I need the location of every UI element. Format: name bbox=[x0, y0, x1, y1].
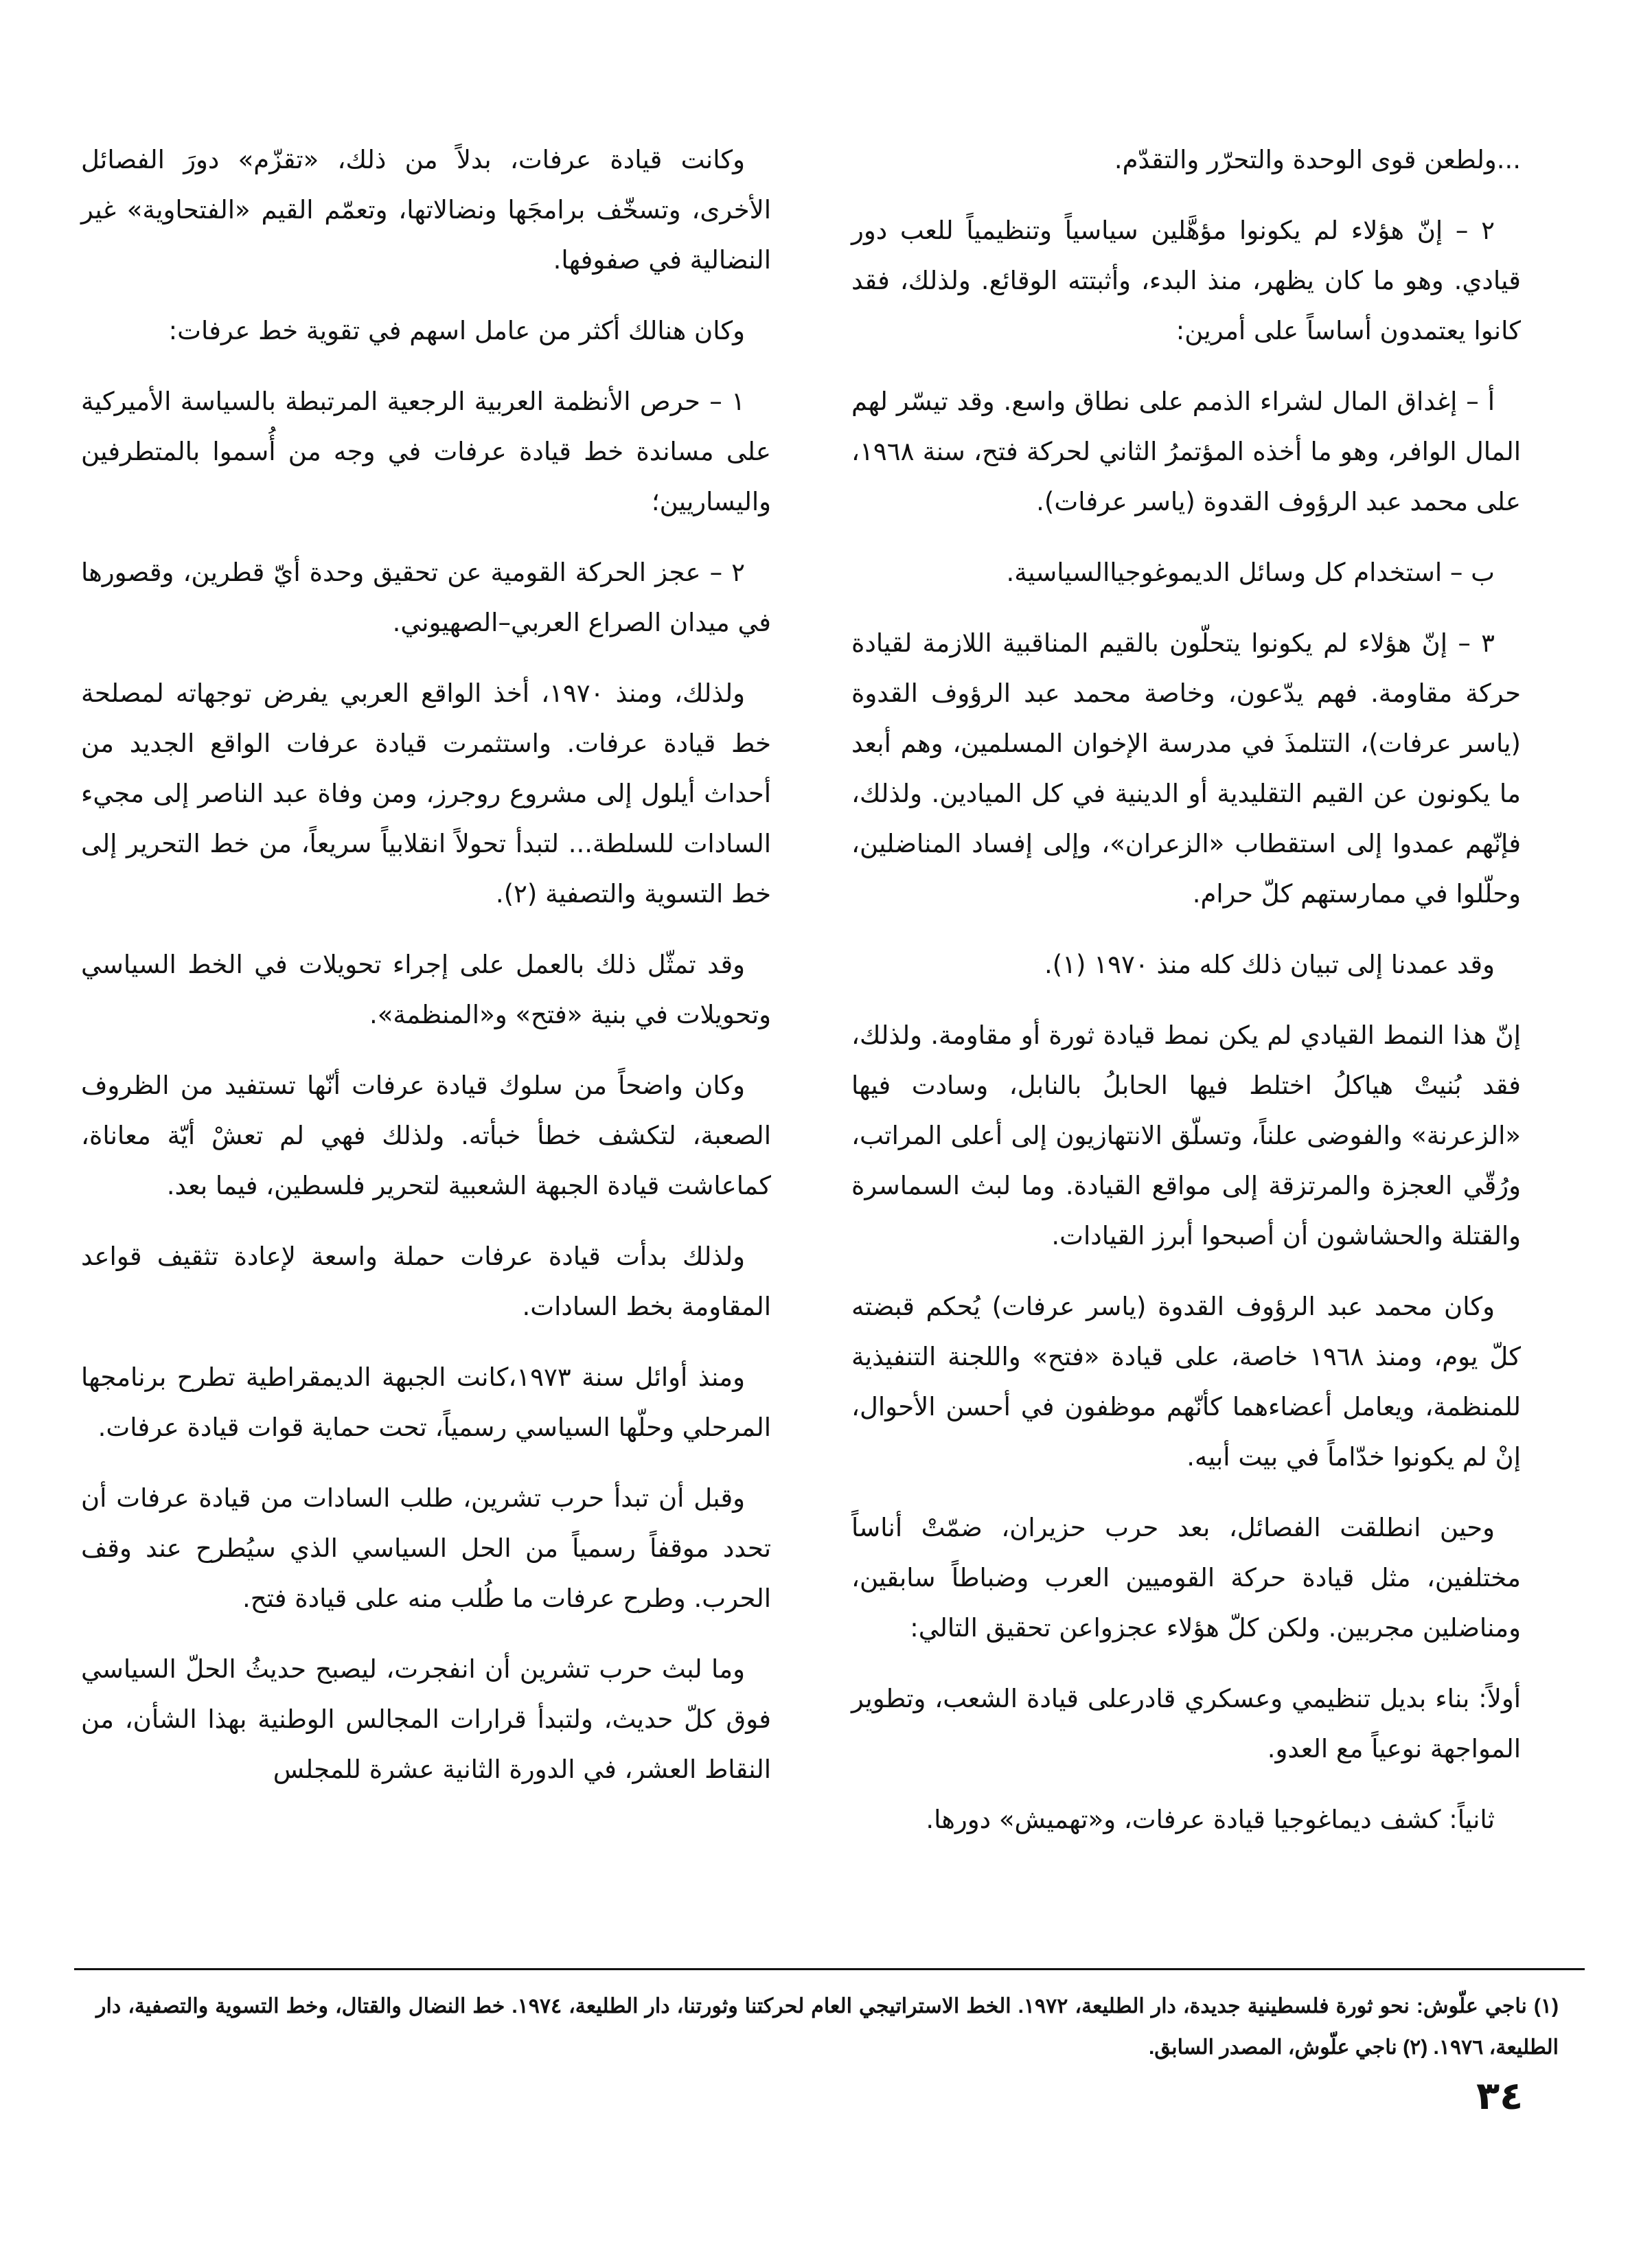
paragraph: ١ – حرص الأنظمة العربية الرجعية المرتبطة بالسياسة الأميركية على مساندة خط قيادة عرفات في وجه من أُسموا بالمتطرفين واليساريين؛ bbox=[81, 387, 771, 516]
paragraph: ولذلك بدأت قيادة عرفات حملة واسعة لإعادة تثقيف قواعد المقاومة بخط السادات. bbox=[81, 1242, 771, 1321]
paragraph: إنّ هذا النمط القيادي لم يكن نمط قيادة ثورة أو مقاومة. ولذلك، فقد بُنيتْ هياكلُ اختلط فيها الحابلُ بالنابل، وسادت فيها «الزعرنة» والفوضى علناً، وتسلّق الانتهازيون إلى أعلى المراتب، ورُقّي العجزة والمرتزقة إلى مواقع القيادة. وما لبث السماسرة والقتلة والحشاشون أن أصبحوا أبرز القيادات. bbox=[851, 1020, 1521, 1251]
footnotes: (١) ناجي علّوش: نحو ثورة فلسطينية جديدة، دار الطليعة، ١٩٧٢. الخط الاستراتيجي العام لحركتنا وثورتنا، دار الطليعة، ١٩٧٤. خط النضال والقتال، وخط التسوية والتصفية، دار الطليعة، ١٩٧٦. (٢) ناجي علّوش، المصدر السابق. bbox=[96, 1995, 1559, 2059]
paragraph: وكان واضحاً من سلوك قيادة عرفات أنّها تستفيد من الظروف الصعبة، لتكشف خطأ خبأته. ولذلك فهي لم تعشْ أيّة معاناة، كماعاشت قيادة الجبهة الشعبية لتحرير فلسطين، فيما بعد. bbox=[81, 1071, 771, 1200]
paragraph: وحين انطلقت الفصائل، بعد حرب حزيران، ضمّتْ أناساً مختلفين، مثل قيادة حركة القوميين العرب وضباطاً سابقين، ومناضلين مجربين. ولكن كلّ هؤلاء عجزواعن تحقيق التالي: bbox=[851, 1513, 1521, 1643]
paragraph: ولذلك، ومنذ ١٩٧٠، أخذ الواقع العربي يفرض توجهاته لمصلحة خط قيادة عرفات. واستثمرت قيادة عرفات الواقع الجديد من أحداث أيلول إلى مشروع روجرز، ومن وفاة عبد الناصر إلى مجيء السادات للسلطة... لتبدأ تحولاً انقلابياً سريعاً، من خط التحرير إلى خط التسوية والتصفية (٢). bbox=[81, 678, 771, 909]
right-column bbox=[851, 135, 1521, 1865]
paragraph: ثانياً: كشف ديماغوجيا قيادة عرفات، و«تهميش» دورها. bbox=[926, 1805, 1495, 1834]
paragraph: وقد عمدنا إلى تبيان ذلك كله منذ ١٩٧٠ (١). bbox=[1044, 950, 1495, 979]
paragraph: وكانت قيادة عرفات، بدلاً من ذلك، «تقزّم» دورَ الفصائل الأخرى، وتسخّف برامجَها ونضالاتها، وتعمّم القيم «الفتحاوية» غير النضالية في صفوفها. bbox=[81, 145, 771, 275]
paragraph: ٢ – عجز الحركة القومية عن تحقيق وحدة أيّ قطرين، وقصورها في ميدان الصراع العربي–الصهيوني. bbox=[81, 558, 771, 637]
footnote-divider bbox=[74, 1968, 1585, 1970]
paragraph: وما لبث حرب تشرين أن انفجرت، ليصبح حديثُ الحلّ السياسي فوق كلّ حديث، ولتبدأ قرارات المجالس الوطنية بهذا الشأن، من النقاط العشر، في الدورة الثانية عشرة للمجلس bbox=[81, 1654, 771, 1784]
page-number: ٣٤ bbox=[1476, 2074, 1524, 2119]
paragraph: ...ولطعن قوى الوحدة والتحرّر والتقدّم. bbox=[1114, 145, 1521, 174]
paragraph: وقبل أن تبدأ حرب تشرين، طلب السادات من قيادة عرفات أن تحدد موقفاً رسمياً من الحل السياسي الذي سيُطرح عند وقف الحرب. وطرح عرفات ما طُلب منه على قيادة فتح. bbox=[81, 1483, 771, 1613]
paragraph: ب – استخدام كل وسائل الديموغوجياالسياسية. bbox=[1006, 558, 1495, 587]
paragraph: أولاً: بناء بديل تنظيمي وعسكري قادرعلى قيادة الشعب، وتطوير المواجهة نوعياً مع العدو. bbox=[851, 1684, 1521, 1763]
paragraph: ٢ – إنّ هؤلاء لم يكونوا مؤهَّلين سياسياً وتنظيمياً للعب دور قيادي. وهو ما كان يظهر، منذ البدء، وأثبتته الوقائع. ولذلك، فقد كانوا يعتمدون أساساً على أمرين: bbox=[851, 216, 1521, 345]
paragraph: ٣ – إنّ هؤلاء لم يكونوا يتحلّون بالقيم المناقبية اللازمة لقيادة حركة مقاومة. فهم يدّعون، وخاصة محمد عبد الرؤوف القدوة (ياسر عرفات)، التتلمذَ في مدرسة الإخوان المسلمين، وهم أبعد ما يكونون عن القيم التقليدية أو الدينية في كل الميادين. ولذلك، فإنّهم عمدوا إلى استقطاب «الزعران»، وإلى إفساد المناضلين، وحلّلوا في ممارستهم كلّ حرام. bbox=[851, 628, 1521, 909]
paragraph: وكان هنالك أكثر من عامل اسهم في تقوية خط عرفات: bbox=[168, 316, 745, 345]
paragraph: ومنذ أوائل سنة ١٩٧٣،كانت الجبهة الديمقراطية تطرح برنامجها المرحلي وحلّها السياسي رسمياً، تحت حماية قوات قيادة عرفات. bbox=[81, 1362, 771, 1442]
left-column bbox=[81, 135, 771, 1815]
paragraph: أ – إغداق المال لشراء الذمم على نطاق واسع. وقد تيسّر لهم المال الوافر، وهو ما أخذه المؤتمرُ الثاني لحركة فتح، سنة ١٩٦٨، على محمد عبد الرؤوف القدوة (ياسر عرفات). bbox=[851, 387, 1521, 516]
paragraph: وكان محمد عبد الرؤوف القدوة (ياسر عرفات) يُحكم قبضته كلّ يوم، ومنذ ١٩٦٨ خاصة، على قيادة «فتح» واللجنة التنفيذية للمنظمة، ويعامل أعضاءهما كأنّهم موظفون في أحسن الأحوال، إنْ لم يكونوا خدّاماً في بيت أبيه. bbox=[851, 1292, 1521, 1472]
paragraph: وقد تمثّل ذلك بالعمل على إجراء تحويلات في الخط السياسي وتحويلات في بنية «فتح» و«المنظمة». bbox=[81, 950, 771, 1029]
